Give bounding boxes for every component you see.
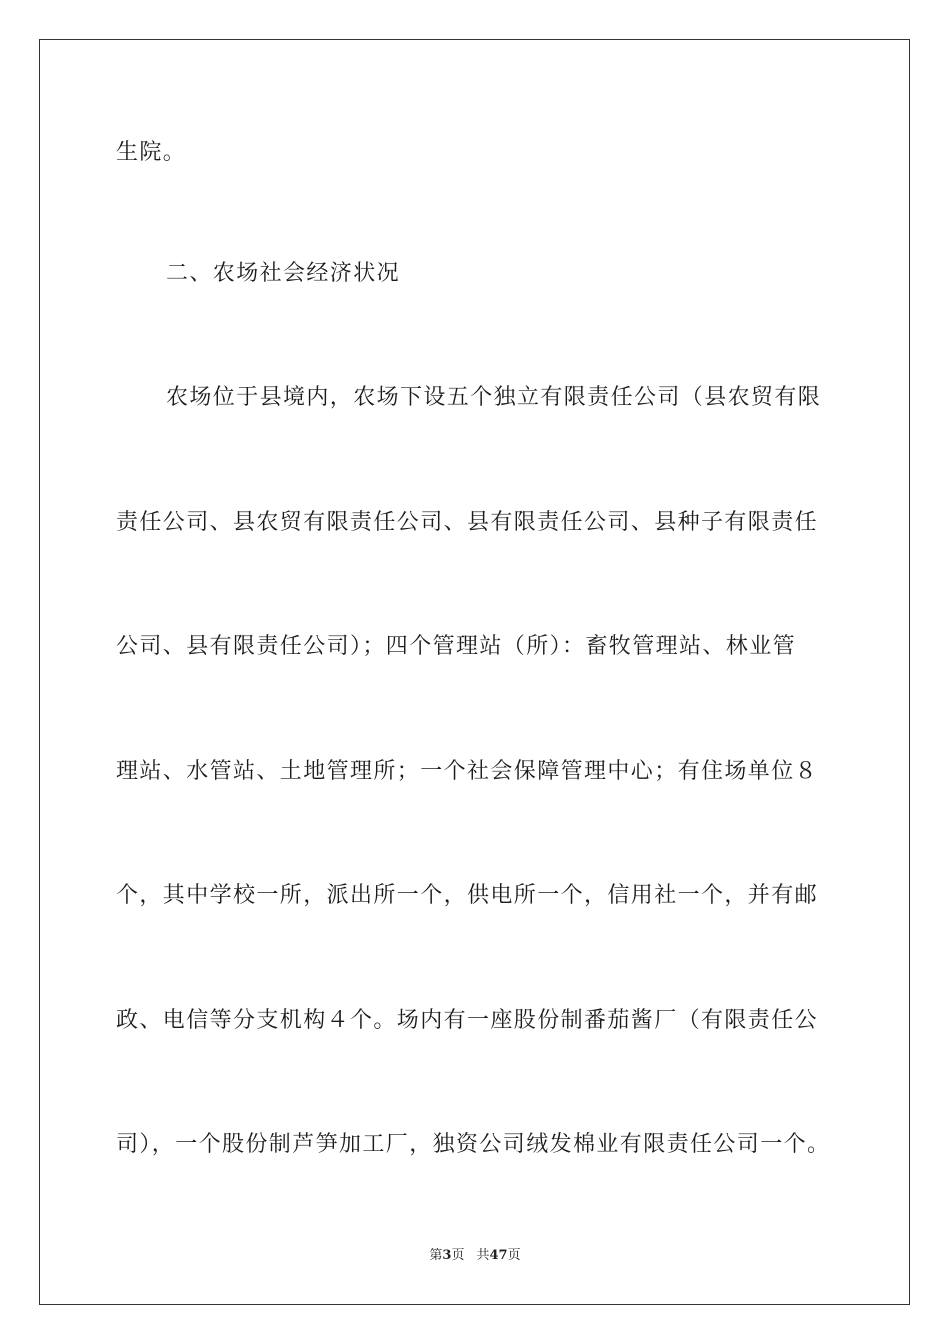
body-line-5: 公司、县有限责任公司）；四个管理站（所）：畜牧管理站、林业管: [116, 634, 797, 659]
body-line-8: 政、电信等分支机构４个。场内有一座股份制番茄酱厂（有限责任公: [116, 1008, 819, 1033]
total-pages: 47: [489, 1248, 508, 1263]
total-prefix: 共: [476, 1248, 490, 1263]
body-line-1: 生院。: [116, 140, 187, 165]
page-prefix: 第: [429, 1248, 443, 1263]
body-line-3: 农场位于县境内，农场下设五个独立有限责任公司（县农贸有限: [166, 385, 822, 410]
page-footer: [0, 1248, 950, 1264]
page-number: 3: [442, 1248, 452, 1263]
body-line-7: 个，其中学校一所，派出所一个，供电所一个，信用社一个，并有邮: [116, 883, 819, 908]
total-suffix: 页: [507, 1248, 521, 1263]
body-line-4: 责任公司、县农贸有限责任公司、县有限责任公司、县种子有限责任: [116, 510, 819, 535]
body-line-6: 理站、水管站、土地管理所；一个社会保障管理中心；有住场单位８: [116, 759, 819, 784]
page-border: [39, 39, 910, 1305]
body-line-9: 司），一个股份制芦笋加工厂，独资公司绒发棉业有限责任公司一个。: [116, 1132, 831, 1157]
page-suffix: 页: [451, 1248, 465, 1263]
section-heading: 二、农场社会经济状况: [166, 261, 401, 286]
